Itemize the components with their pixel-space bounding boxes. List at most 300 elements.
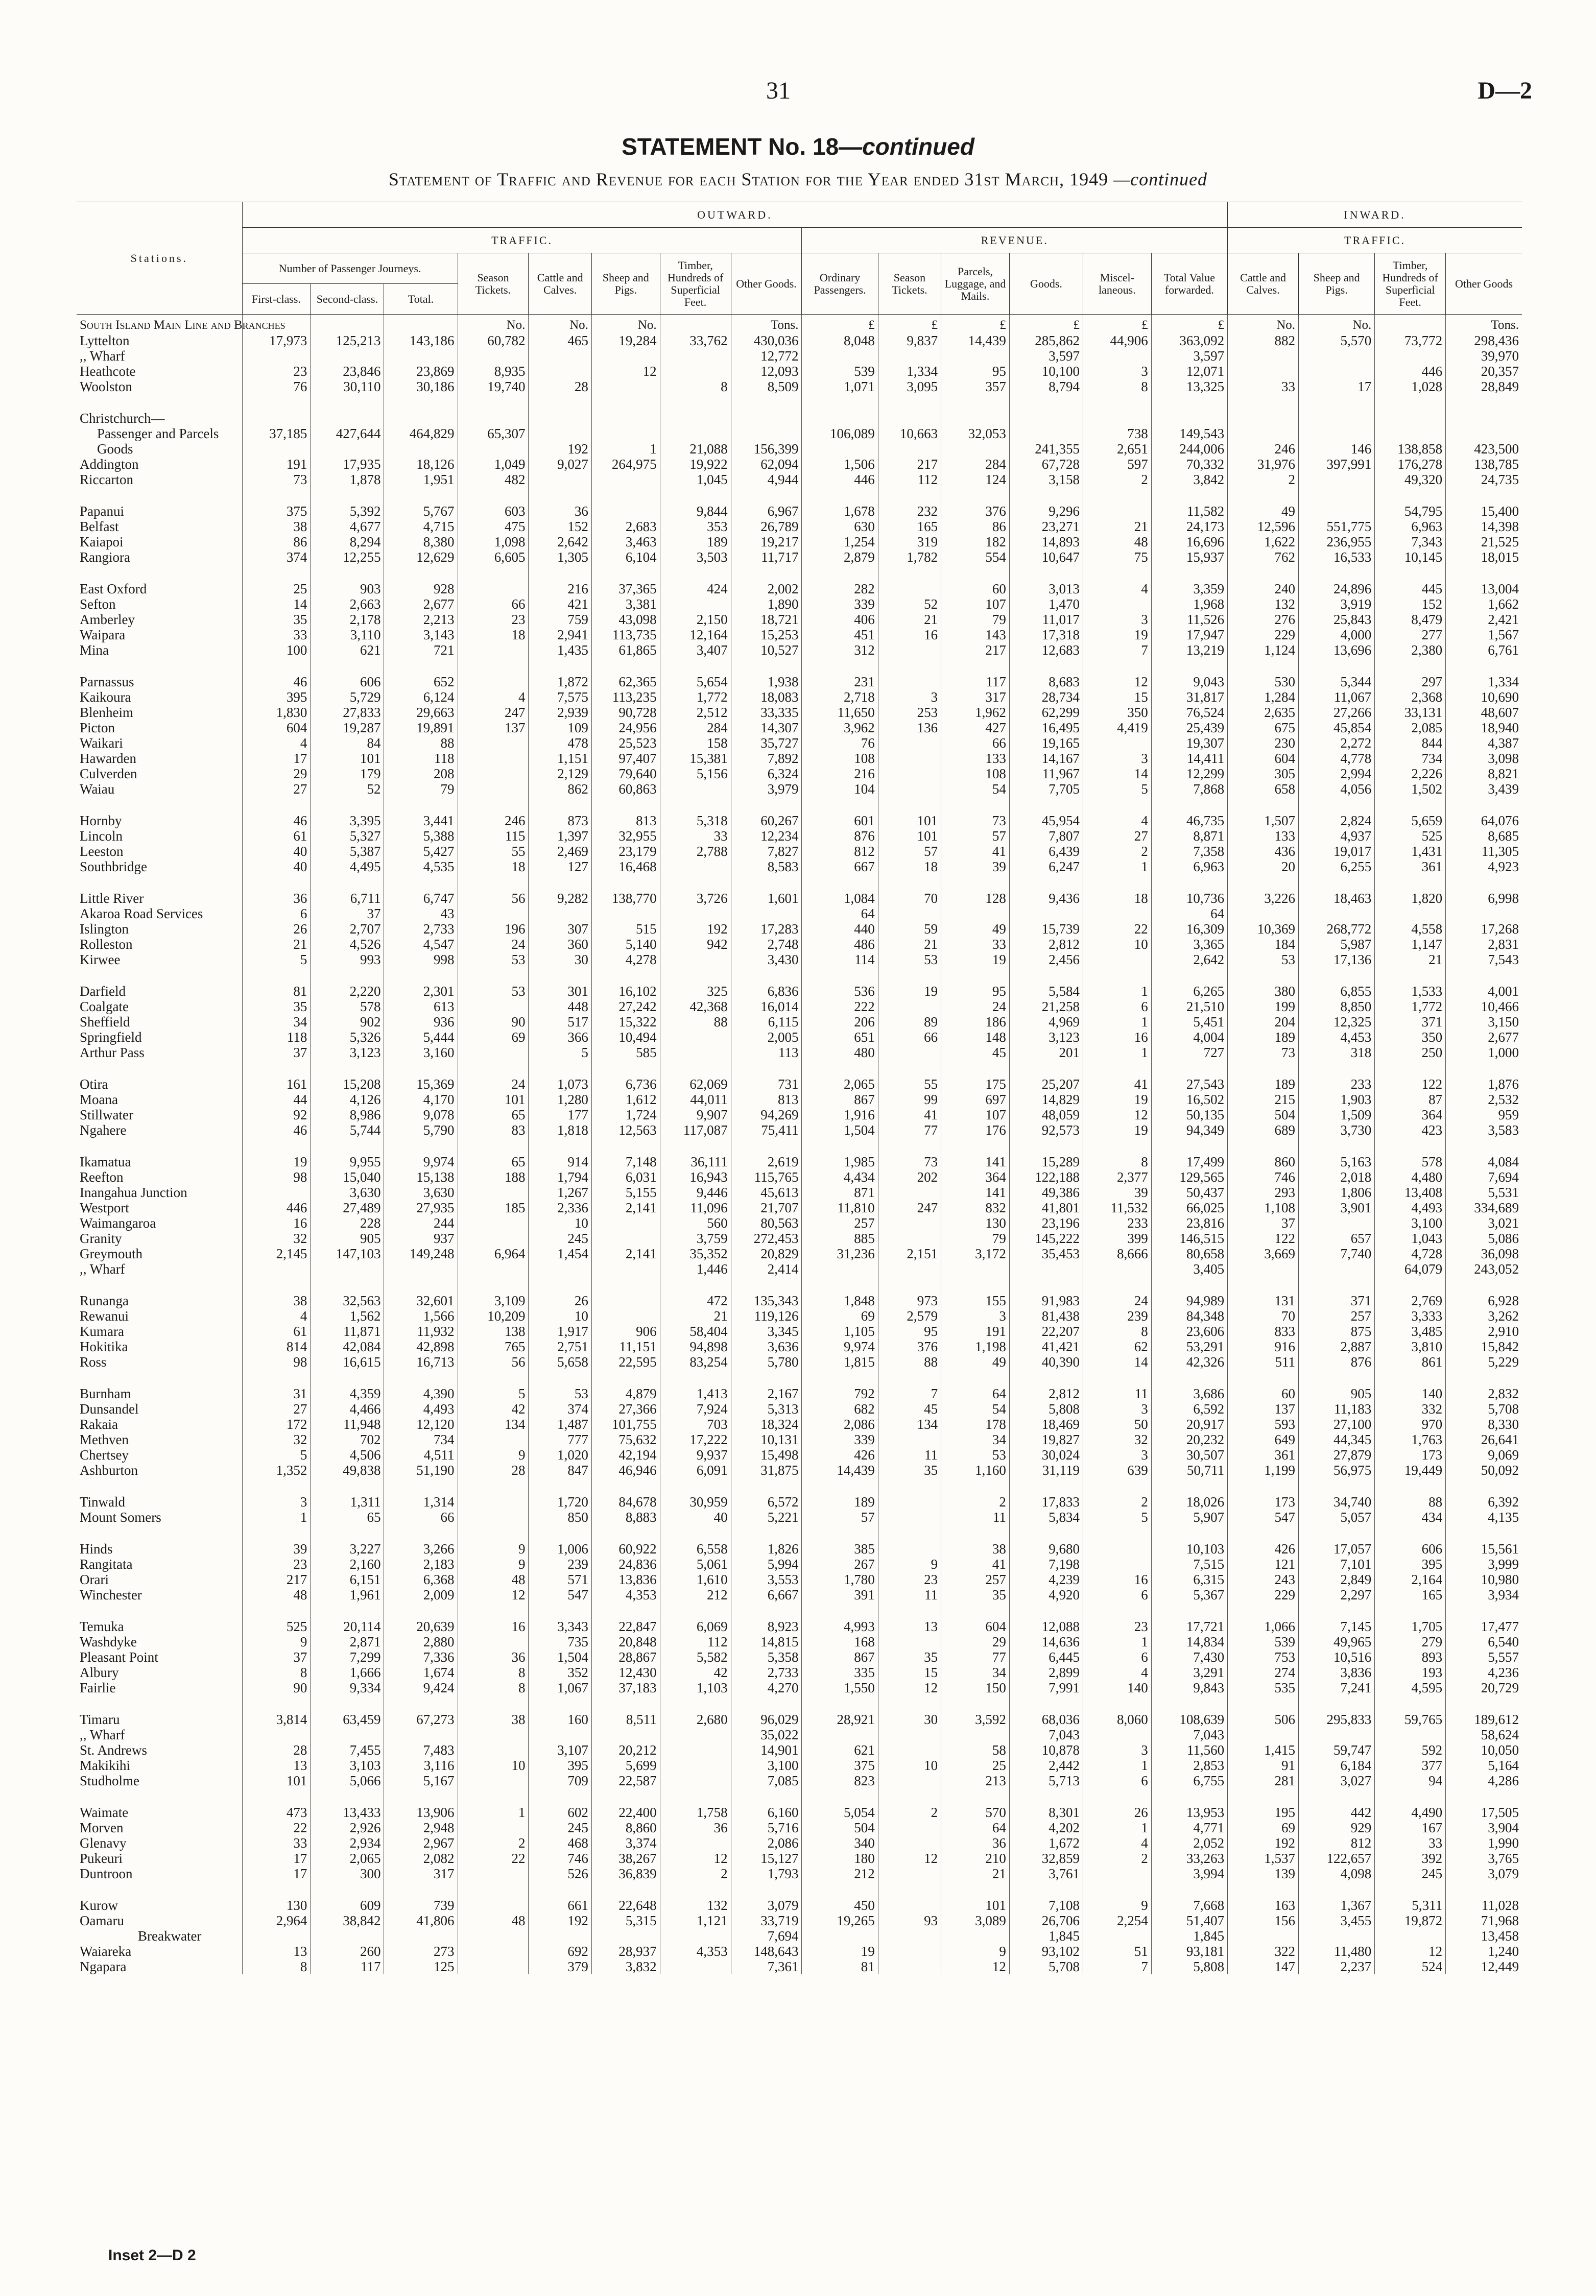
table-row [77, 1805, 1522, 1820]
station-name: Rakaia [80, 1417, 118, 1432]
table-cell: 2 [1083, 472, 1151, 487]
table-cell [591, 1308, 660, 1324]
table-cell: 26 [242, 921, 311, 937]
table-cell: 19,017 [1299, 844, 1375, 859]
table-cell: 1,049 [458, 457, 529, 472]
table-cell: 165 [1375, 1587, 1446, 1603]
table-cell: 973 [878, 1293, 941, 1308]
table-row [77, 1680, 1522, 1695]
table-cell: 2,748 [731, 937, 802, 952]
table-cell: 33,131 [1375, 705, 1446, 720]
table-cell: 210 [941, 1851, 1010, 1866]
table-cell: 60,267 [731, 813, 802, 828]
table-cell: 434 [1375, 1510, 1446, 1525]
table-cell: 101 [941, 1898, 1010, 1913]
spacer-cell [941, 487, 1010, 504]
table-cell [878, 1727, 941, 1742]
table-cell: 11,096 [660, 1200, 731, 1215]
table-cell: 12,430 [591, 1665, 660, 1680]
table-cell: 777 [529, 1432, 591, 1447]
table-cell: 35,352 [660, 1246, 731, 1261]
table-cell: 6,711 [311, 891, 384, 906]
spacer-cell [802, 1370, 878, 1386]
table-cell: 268,772 [1299, 921, 1375, 937]
spacer-cell [1375, 1138, 1446, 1154]
table-cell [1083, 348, 1151, 364]
table-cell: 54 [941, 1401, 1010, 1417]
spacer-row [77, 1881, 1522, 1898]
table-cell: 560 [660, 1215, 731, 1231]
table-cell: 40 [660, 1510, 731, 1525]
station-name: Pukeuri [80, 1851, 123, 1866]
table-cell: 267 [802, 1557, 878, 1572]
table-cell: 143 [941, 627, 1010, 642]
table-cell: 1,028 [1375, 379, 1446, 394]
table-cell [1228, 426, 1299, 441]
table-cell: 905 [311, 1231, 384, 1246]
station-name: Rewanui [80, 1308, 129, 1324]
table-cell: 468 [529, 1835, 591, 1851]
spacer-cell [1151, 565, 1227, 581]
table-cell: 90 [458, 1014, 529, 1030]
station-name: Kaiapoi [80, 534, 124, 549]
spacer-cell [1151, 1138, 1227, 1154]
table-cell: 117 [941, 674, 1010, 689]
spacer-cell [1228, 1695, 1299, 1712]
spacer-cell [660, 1525, 731, 1541]
table-row [77, 1200, 1522, 1215]
table-cell: 3,592 [941, 1712, 1010, 1727]
table-cell: 3,160 [384, 1045, 458, 1060]
table-cell: 4,771 [1151, 1820, 1227, 1835]
table-cell: 32 [242, 1231, 311, 1246]
table-cell: 1,815 [802, 1354, 878, 1370]
table-cell: 15,381 [660, 751, 731, 766]
table-cell: 37 [311, 906, 384, 921]
table-cell [1228, 1928, 1299, 1944]
table-cell: 1 [1083, 1045, 1151, 1060]
table-cell: 217 [242, 1572, 311, 1587]
table-cell: 5,767 [384, 504, 458, 519]
station-name: Little River [80, 891, 144, 906]
table-cell: 66 [878, 1030, 941, 1045]
table-cell: 140 [1083, 1680, 1151, 1695]
table-cell: 3 [1083, 364, 1151, 379]
spacer-cell [77, 487, 242, 504]
table-cell: 3,227 [311, 1541, 384, 1557]
table-cell: 31,236 [802, 1246, 878, 1261]
table-cell: 23 [242, 364, 311, 379]
table-cell: 4,202 [1009, 1820, 1083, 1835]
table-cell: 73 [1228, 1045, 1299, 1060]
table-cell [878, 1261, 941, 1277]
table-cell: 23 [242, 1557, 311, 1572]
table-cell [384, 1261, 458, 1277]
table-cell: 94,989 [1151, 1293, 1227, 1308]
table-cell [802, 411, 878, 426]
table-cell: 70 [878, 891, 941, 906]
table-cell: 1 [458, 1805, 529, 1820]
table-cell: 1,020 [529, 1447, 591, 1463]
table-cell: 61,865 [591, 642, 660, 658]
table-cell: 51 [1083, 1944, 1151, 1959]
table-cell: 3,098 [1446, 751, 1522, 766]
table-cell: 8,048 [802, 333, 878, 348]
spacer-cell [941, 967, 1010, 984]
table-cell: 17 [242, 1866, 311, 1881]
spacer-cell [731, 797, 802, 813]
spacer-cell [1446, 874, 1522, 891]
table-row [77, 1215, 1522, 1231]
unit-cell [1375, 315, 1446, 333]
table-cell: 69 [802, 1308, 878, 1324]
table-cell: 4,920 [1009, 1587, 1083, 1603]
table-cell: 2,733 [384, 921, 458, 937]
table-cell: 649 [1228, 1432, 1299, 1447]
table-cell: 7,575 [529, 689, 591, 705]
table-cell [311, 441, 384, 457]
table-cell: 6,324 [731, 766, 802, 781]
table-cell: 20 [1228, 859, 1299, 874]
table-cell: 101 [458, 1092, 529, 1107]
table-cell: 57 [878, 844, 941, 859]
spacer-cell [1375, 1277, 1446, 1293]
table-cell: 13,219 [1151, 642, 1227, 658]
station-name: Dunsandel [80, 1401, 139, 1417]
page-header [0, 77, 1596, 128]
station-name: ,, Wharf [80, 348, 125, 364]
table-cell [660, 1742, 731, 1758]
table-cell: 22 [242, 1820, 311, 1835]
table-cell: 172 [242, 1417, 311, 1432]
table-cell: 191 [242, 457, 311, 472]
table-cell [660, 596, 731, 612]
spacer-cell [802, 1695, 878, 1712]
table-cell: 5,570 [1299, 333, 1375, 348]
table-cell: 871 [802, 1185, 878, 1200]
table-cell: 3,686 [1151, 1386, 1227, 1401]
spacer-row [77, 1603, 1522, 1619]
spacer-cell [660, 1370, 731, 1386]
spacer-cell [1375, 874, 1446, 891]
table-cell: 1,724 [591, 1107, 660, 1122]
table-cell [1375, 1727, 1446, 1742]
table-cell [1228, 348, 1299, 364]
table-row [77, 1541, 1522, 1557]
table-cell: 6,558 [660, 1541, 731, 1557]
table-cell: 1,006 [529, 1541, 591, 1557]
spacer-cell [1151, 1695, 1227, 1712]
table-cell: 738 [1083, 426, 1151, 441]
table-cell: 284 [660, 720, 731, 735]
goods-header: Goods. [1009, 253, 1083, 315]
table-cell: 9,937 [660, 1447, 731, 1463]
spacer-cell [802, 394, 878, 411]
table-cell: 735 [529, 1634, 591, 1649]
table-cell: 5,780 [731, 1354, 802, 1370]
table-cell: 113 [731, 1045, 802, 1060]
spacer-cell [941, 1277, 1010, 1293]
spacer-cell [1299, 797, 1375, 813]
station-name: Riccarton [80, 472, 133, 487]
table-cell [878, 348, 941, 364]
spacer-cell [941, 565, 1010, 581]
table-cell: 3,333 [1375, 1308, 1446, 1324]
spacer-cell [660, 1695, 731, 1712]
table-cell: 184 [1228, 937, 1299, 952]
table-cell [878, 766, 941, 781]
table-cell [458, 1820, 529, 1835]
table-cell: 5 [458, 1386, 529, 1401]
spacer-cell [731, 1478, 802, 1494]
table-cell: 3,597 [1009, 348, 1083, 364]
spacer-cell [1151, 797, 1227, 813]
spacer-cell [458, 487, 529, 504]
table-cell [731, 426, 802, 441]
ordinary-passengers-header: Ordinary Passengers. [802, 253, 878, 315]
table-cell: 32,563 [311, 1293, 384, 1308]
spacer-cell [1083, 1060, 1151, 1077]
table-cell: 3,810 [1375, 1339, 1446, 1354]
table-cell: 1,662 [1446, 596, 1522, 612]
table-cell [529, 1261, 591, 1277]
table-cell: 15 [878, 1665, 941, 1680]
table-cell: 27,489 [311, 1200, 384, 1215]
table-cell [1083, 1541, 1151, 1557]
spacer-cell [1446, 394, 1522, 411]
table-cell: 9,436 [1009, 891, 1083, 906]
table-cell: 5,388 [384, 828, 458, 844]
spacer-cell [1228, 1603, 1299, 1619]
table-cell [529, 1928, 591, 1944]
table-cell: 9,974 [384, 1154, 458, 1169]
spacer-cell [458, 658, 529, 674]
table-cell [941, 1727, 1010, 1742]
spacer-cell [458, 1370, 529, 1386]
table-cell: 2,005 [731, 1030, 802, 1045]
table-cell: 10,690 [1446, 689, 1522, 705]
table-cell: 66 [384, 1510, 458, 1525]
table-cell: 4,558 [1375, 921, 1446, 937]
table-cell: 18 [458, 859, 529, 874]
table-cell [660, 364, 731, 379]
table-cell: 33,719 [731, 1913, 802, 1928]
table-cell: 79 [384, 781, 458, 797]
table-cell: 2,887 [1299, 1339, 1375, 1354]
table-cell: 62,365 [591, 674, 660, 689]
table-cell: 49 [1228, 504, 1299, 519]
spacer-cell [1083, 1370, 1151, 1386]
table-cell: 5,392 [311, 504, 384, 519]
table-row [77, 1727, 1522, 1742]
spacer-row [77, 1138, 1522, 1154]
table-cell: 5,451 [1151, 1014, 1227, 1030]
spacer-cell [1151, 874, 1227, 891]
table-cell: 22,400 [591, 1805, 660, 1820]
station-name: Temuka [80, 1619, 124, 1634]
table-cell: 28 [242, 1742, 311, 1758]
table-cell: 19,217 [731, 534, 802, 549]
table-cell: 7,924 [660, 1401, 731, 1417]
table-cell [878, 906, 941, 921]
table-cell: 4,236 [1446, 1665, 1522, 1680]
spacer-cell [311, 1277, 384, 1293]
table-cell [1083, 1261, 1151, 1277]
table-cell: 3,150 [1446, 1014, 1522, 1030]
table-cell: 1,280 [529, 1092, 591, 1107]
table-row [77, 906, 1522, 921]
station-name: Waimangaroa [80, 1215, 156, 1231]
table-cell: 473 [242, 1805, 311, 1820]
table-cell: 222 [802, 999, 878, 1014]
table-cell: 90 [242, 1680, 311, 1695]
spacer-cell [731, 1370, 802, 1386]
spacer-cell [77, 1695, 242, 1712]
table-cell: 3,291 [1151, 1665, 1227, 1680]
table-cell: 873 [529, 813, 591, 828]
table-row [77, 1014, 1522, 1030]
table-cell [529, 1727, 591, 1742]
table-cell: 38 [458, 1712, 529, 1727]
table-cell: 97,407 [591, 751, 660, 766]
spacer-cell [384, 1478, 458, 1494]
table-cell: 10,736 [1151, 891, 1227, 906]
table-cell: 14,439 [802, 1463, 878, 1478]
table-cell: 26,706 [1009, 1913, 1083, 1928]
table-cell: 1,160 [941, 1463, 1010, 1478]
table-row [77, 426, 1522, 441]
table-cell: 11 [878, 1447, 941, 1463]
table-cell: 8,923 [731, 1619, 802, 1634]
table-cell: 71,968 [1446, 1913, 1522, 1928]
table-cell: 7,085 [731, 1773, 802, 1788]
station-name: Coalgate [80, 999, 129, 1014]
table-cell: 202 [878, 1169, 941, 1185]
table-cell [1083, 1866, 1151, 1881]
spacer-cell [1299, 565, 1375, 581]
table-row [77, 705, 1522, 720]
spacer-cell [1446, 565, 1522, 581]
table-cell: 56,975 [1299, 1463, 1375, 1478]
table-cell: 49,386 [1009, 1185, 1083, 1200]
table-cell: 22 [1083, 921, 1151, 937]
table-row [77, 1866, 1522, 1881]
table-cell: 3,901 [1299, 1200, 1375, 1215]
table-cell: 73 [941, 813, 1010, 828]
table-cell: 630 [802, 519, 878, 534]
table-cell: 3,455 [1299, 1913, 1375, 1928]
table-cell [660, 859, 731, 874]
table-cell: 10,527 [731, 642, 802, 658]
table-cell: 3,919 [1299, 596, 1375, 612]
table-cell: 33 [660, 828, 731, 844]
table-cell: 9 [242, 1634, 311, 1649]
spacer-cell [591, 1370, 660, 1386]
table-cell: 14 [1083, 766, 1151, 781]
table-cell: 4,135 [1446, 1510, 1522, 1525]
table-cell: 6,445 [1009, 1649, 1083, 1665]
table-cell: 11 [941, 1510, 1010, 1525]
spacer-cell [311, 1478, 384, 1494]
table-cell: 4,084 [1446, 1154, 1522, 1169]
spacer-cell [384, 874, 458, 891]
table-cell: 94 [1375, 1773, 1446, 1788]
stations-header: Stations. [77, 202, 242, 315]
table-row [77, 751, 1522, 766]
table-cell: 524 [1375, 1959, 1446, 1974]
table-cell: 17,833 [1009, 1494, 1083, 1510]
table-cell: 77 [878, 1122, 941, 1138]
table-cell: 15,208 [311, 1077, 384, 1092]
table-cell: 2,086 [731, 1835, 802, 1851]
table-cell: 11,305 [1446, 844, 1522, 859]
spacer-cell [731, 874, 802, 891]
table-cell: 3,079 [731, 1898, 802, 1913]
table-cell: 8 [458, 1665, 529, 1680]
table-cell: 8 [458, 1680, 529, 1695]
table-cell [660, 411, 731, 426]
table-cell: 247 [878, 1200, 941, 1215]
spacer-cell [242, 797, 311, 813]
table-cell: 31,119 [1009, 1463, 1083, 1478]
table-cell: 217 [878, 457, 941, 472]
table-cell: 109 [529, 720, 591, 735]
table-row [77, 1447, 1522, 1463]
spacer-cell [591, 967, 660, 984]
table-cell: 127 [529, 859, 591, 874]
table-cell: 592 [1375, 1742, 1446, 1758]
table-cell: 23,846 [311, 364, 384, 379]
table-cell: 436 [1228, 844, 1299, 859]
table-cell: 193 [1375, 1665, 1446, 1680]
table-row [77, 441, 1522, 457]
table-cell: 53,291 [1151, 1339, 1227, 1354]
spacer-cell [941, 874, 1010, 891]
table-cell: 216 [802, 766, 878, 781]
table-cell: 5,367 [1151, 1587, 1227, 1603]
table-cell: 15,937 [1151, 549, 1227, 565]
table-cell: 1,413 [660, 1386, 731, 1401]
table-cell: 1,446 [660, 1261, 731, 1277]
table-row [77, 1959, 1522, 1974]
table-cell [878, 1898, 941, 1913]
table-cell: 482 [458, 472, 529, 487]
table-cell: 765 [458, 1339, 529, 1354]
table-cell [878, 1231, 941, 1246]
table-cell: 20,729 [1446, 1680, 1522, 1695]
table-cell: 68,036 [1009, 1712, 1083, 1727]
table-cell: 593 [1228, 1417, 1299, 1432]
table-cell: 13,836 [591, 1572, 660, 1587]
table-row [77, 379, 1522, 394]
table-cell: 3,430 [731, 952, 802, 967]
spacer-cell [458, 565, 529, 581]
table-cell: 29 [242, 766, 311, 781]
table-cell: 229 [1228, 1587, 1299, 1603]
table-cell: 3,630 [384, 1185, 458, 1200]
spacer-cell [878, 565, 941, 581]
traffic-revenue-table [77, 202, 1522, 1974]
table-cell: 472 [660, 1293, 731, 1308]
table-cell: 122,188 [1009, 1169, 1083, 1185]
table-cell: 5,387 [311, 844, 384, 859]
table-cell [591, 379, 660, 394]
table-cell: 152 [529, 519, 591, 534]
table-cell [458, 1773, 529, 1788]
table-cell [941, 906, 1010, 921]
table-cell: 682 [802, 1401, 878, 1417]
table-cell: 2,456 [1009, 952, 1083, 967]
